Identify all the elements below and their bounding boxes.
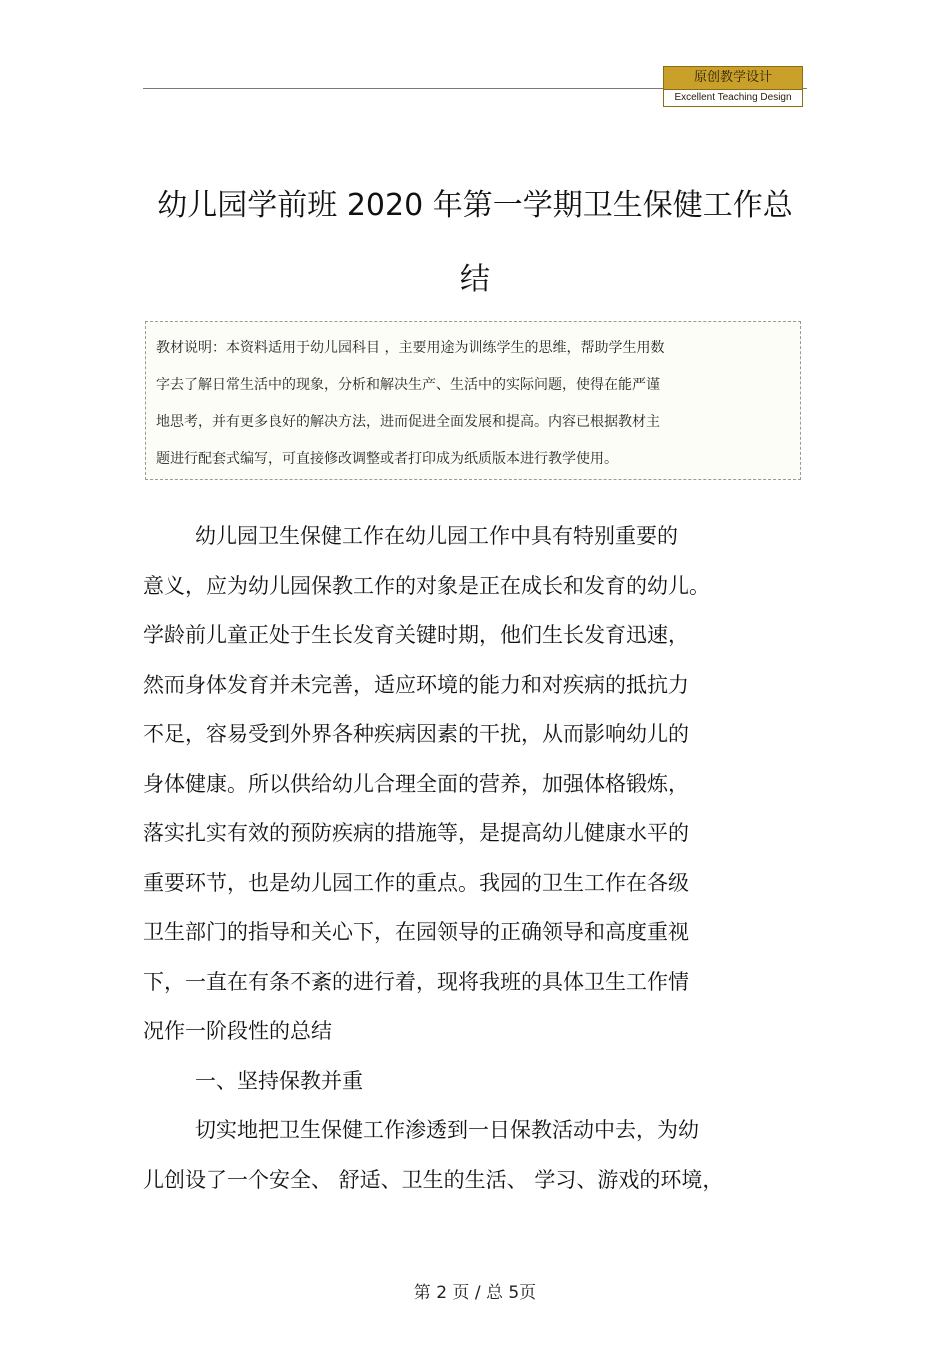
- body-line: 况作一阶段性的总结: [143, 1019, 332, 1043]
- brand-badge: [663, 66, 803, 107]
- body-line: 儿创设了一个安全、 舒适、卫生的生活、 学习、游戏的环境，: [143, 1167, 724, 1192]
- body-line: 卫生部门的指导和关心下，在园领导的正确领导和高度重视: [143, 920, 689, 944]
- body-line: 重要环节，也是幼儿园工作的重点。我园的卫生工作在各级: [143, 870, 689, 895]
- body-line: 幼儿园卫生保健工作在幼儿园工作中具有特别重要的: [195, 524, 678, 548]
- body-line: 学龄前儿童正处于生长发育关键时期，他们生长发育迅速，: [143, 623, 689, 647]
- document-title-line-2: 结: [460, 262, 490, 297]
- note-line: 字去了解日常生活中的现象，分析和解决生产、生活中的实际问题，使得在能严谨: [156, 377, 660, 393]
- note-line: 题进行配套式编写，可直接修改调整或者打印成为纸质版本进行教学使用。: [156, 451, 618, 467]
- section-heading: 一、坚持保教并重: [195, 1068, 363, 1093]
- body-line: 落实扎实有效的预防疾病的措施等，是提高幼儿健康水平的: [143, 821, 689, 845]
- material-note-box: [145, 321, 801, 480]
- body-line: 意义，应为幼儿园保教工作的对象是正在成长和发育的幼儿。: [143, 573, 710, 598]
- note-line: 地思考，并有更多良好的解决方法，进而促进全面发展和提高。内容已根据教材主: [156, 414, 660, 430]
- document-title-line-1: 幼儿园学前班 2020 年第一学期卫生保健工作总: [157, 188, 793, 223]
- body-line: 下，一直在有条不紊的进行着，现将我班的具体卫生工作情: [143, 969, 689, 994]
- body-line: 切实地把卫生保健工作渗透到一日保教活动中去，为幼: [195, 1118, 699, 1142]
- body-line: 不足，容易受到外界各种疾病因素的干扰，从而影响幼儿的: [143, 722, 689, 746]
- body-line: 身体健康。所以供给幼儿合理全面的营养，加强体格锻炼，: [143, 771, 689, 796]
- document-body: [143, 512, 807, 1205]
- note-line: 教材说明：本资料适用于幼儿园科目 ，主要用途为训练学生的思维，帮助学生用数: [156, 340, 665, 356]
- page-number: 第 2 页 / 总 5页: [413, 1283, 537, 1303]
- body-line: 然而身体发育并未完善，适应环境的能力和对疾病的抵抗力: [143, 672, 689, 697]
- badge-title-en: Excellent Teaching Design: [663, 90, 803, 107]
- badge-title-cn: 原创教学设计: [663, 66, 803, 90]
